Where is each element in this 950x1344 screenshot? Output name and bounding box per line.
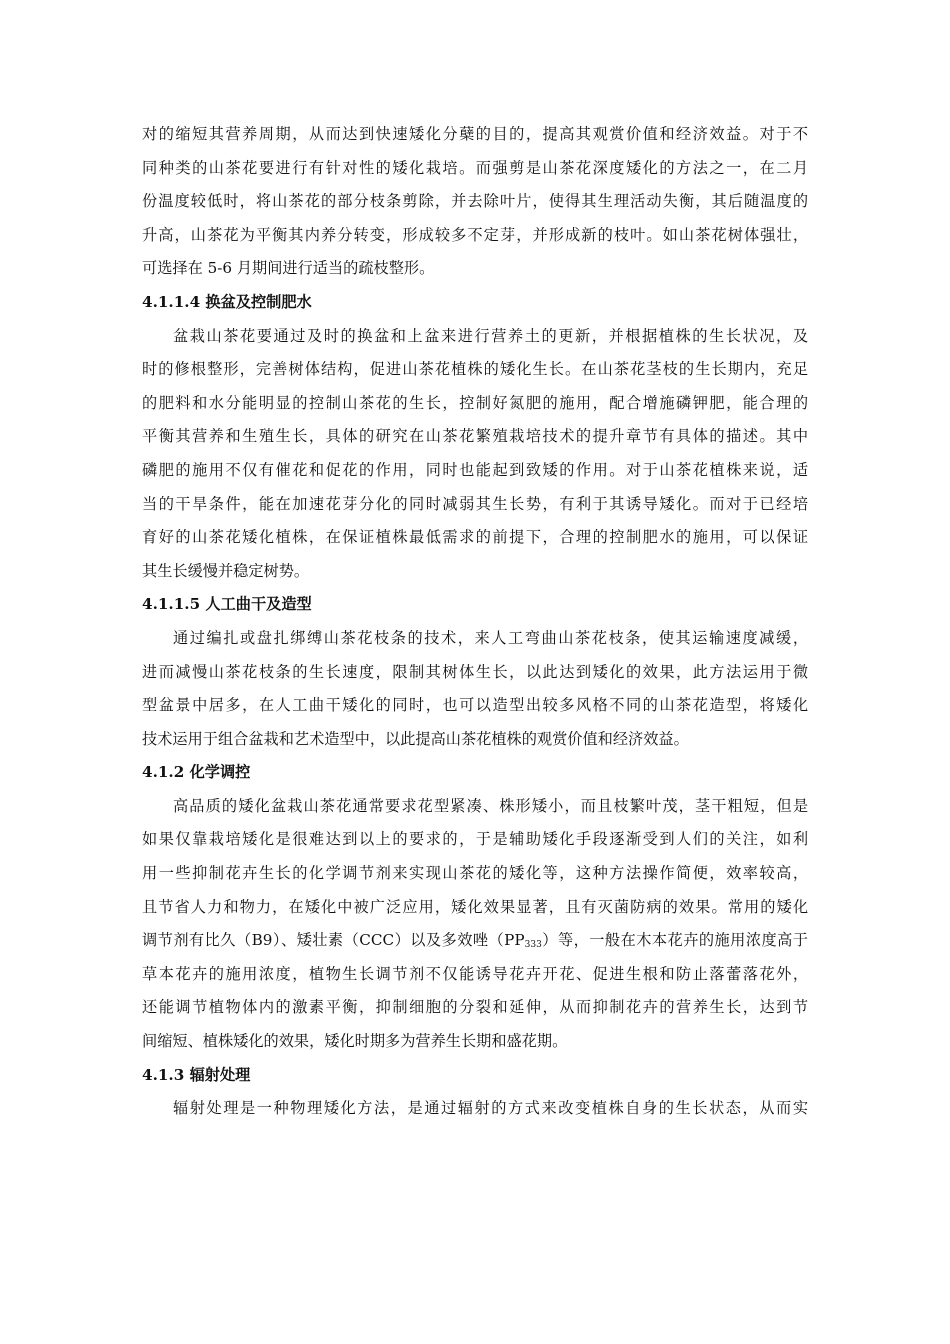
text-line: 高品质的矮化盆栽山茶花通常要求花型紧凑、株形矮小，而且枝繁叶茂，茎干粗短，但是 [173, 796, 808, 815]
document-body [142, 118, 808, 1126]
text-line: 型盆景中居多，在人工曲干矮化的同时，也可以造型出较多风格不同的山茶花造型，将矮化 [142, 696, 808, 715]
section-heading: 4.1.1.4 换盆及控制肥水 [142, 292, 312, 311]
text-line: 对的缩短其营养周期，从而达到快速矮化分蘖的目的，提高其观赏价值和经济效益。对于不 [142, 125, 808, 143]
subscript: 333 [524, 940, 542, 951]
text-line: 其生长缓慢并稳定树势。 [142, 561, 310, 580]
text-line: 同种类的山茶花要进行有针对性的矮化栽培。而强剪是山茶花深度矮化的方法之一，在二月 [142, 158, 808, 177]
text-line: 可选择在 5-6 月期间进行适当的疏枝整形。 [142, 259, 435, 278]
section-heading: 4.1.3 辐射处理 [142, 1065, 251, 1084]
text-line: 辐射处理是一种物理矮化方法，是通过辐射的方式来改变植株自身的生长状态，从而实 [173, 1099, 808, 1118]
text-line: 间缩短、植株矮化的效果，矮化时期多为营养生长期和盛花期。 [142, 1032, 568, 1051]
text-line: 时的修根整形，完善树体结构，促进山茶花植株的矮化生长。在山茶花茎枝的生长期内，充足 [142, 360, 808, 379]
text-line: 磷肥的施用不仅有催花和促花的作用，同时也能起到致矮的作用。对于山茶花植株来说，适 [142, 460, 808, 479]
text-line: 升高，山茶花为平衡其内养分转变，形成较多不定芽，并形成新的枝叶。如山茶花树体强壮， [142, 225, 808, 244]
text-line: 当的干旱条件，能在加速花芽分化的同时减弱其生长势，有利于其诱导矮化。而对于已经培 [142, 494, 808, 513]
text-line: 份温度较低时，将山茶花的部分枝条剪除，并去除叶片，使得其生理活动失衡，其后随温度的 [142, 192, 808, 211]
text-line: 育好的山茶花矮化植株，在保证植株最低需求的前提下，合理的控制肥水的施用，可以保证 [142, 528, 808, 547]
text-segment: ）等，一般在木本花卉的施用浓度高于 [541, 931, 808, 950]
text-line: 如果仅靠栽培矮化是很难达到以上的要求的，于是辅助矮化手段逐渐受到人们的关注，如利 [142, 830, 808, 849]
text-line: 用一些抑制花卉生长的化学调节剂来实现山茶花的矮化等，这种方法操作简便，效率较高， [142, 864, 808, 883]
section-heading: 4.1.2 化学调控 [142, 763, 251, 782]
text-line-with-subscript [142, 924, 808, 958]
text-line: 平衡其营养和生殖生长，具体的研究在山茶花繁殖栽培技术的提升章节有具体的描述。其中 [142, 427, 808, 446]
text-line: 且节省人力和物力，在矮化中被广泛应用，矮化效果显著，且有灭菌防病的效果。常用的矮化 [142, 897, 808, 916]
text-line: 的肥料和水分能明显的控制山茶花的生长，控制好氮肥的施用，配合增施磷钾肥，能合理的 [142, 393, 808, 412]
text-line: 通过编扎或盘扎绑缚山茶花枝条的技术，来人工弯曲山茶花枝条，使其运输速度减缓， [173, 628, 808, 647]
text-line: 盆栽山茶花要通过及时的换盆和上盆来进行营养土的更新，并根据植株的生长状况，及 [173, 326, 808, 345]
text-line: 还能调节植物体内的激素平衡，抑制细胞的分裂和延伸，从而抑制花卉的营养生长，达到节 [142, 998, 808, 1017]
section-heading: 4.1.1.5 人工曲干及造型 [142, 595, 312, 614]
text-segment: 调节剂有比久（B9）、矮壮素（CCC）以及多效唑（PP [142, 931, 525, 950]
text-line: 进而减慢山茶花枝条的生长速度，限制其树体生长，以此达到矮化的效果，此方法运用于微 [142, 662, 808, 681]
text-line: 草本花卉的施用浓度，植物生长调节剂不仅能诱导花卉开花、促进生根和防止落蕾落花外， [142, 964, 808, 983]
text-line: 技术运用于组合盆栽和艺术造型中，以此提高山茶花植株的观赏价值和经济效益。 [142, 729, 689, 748]
